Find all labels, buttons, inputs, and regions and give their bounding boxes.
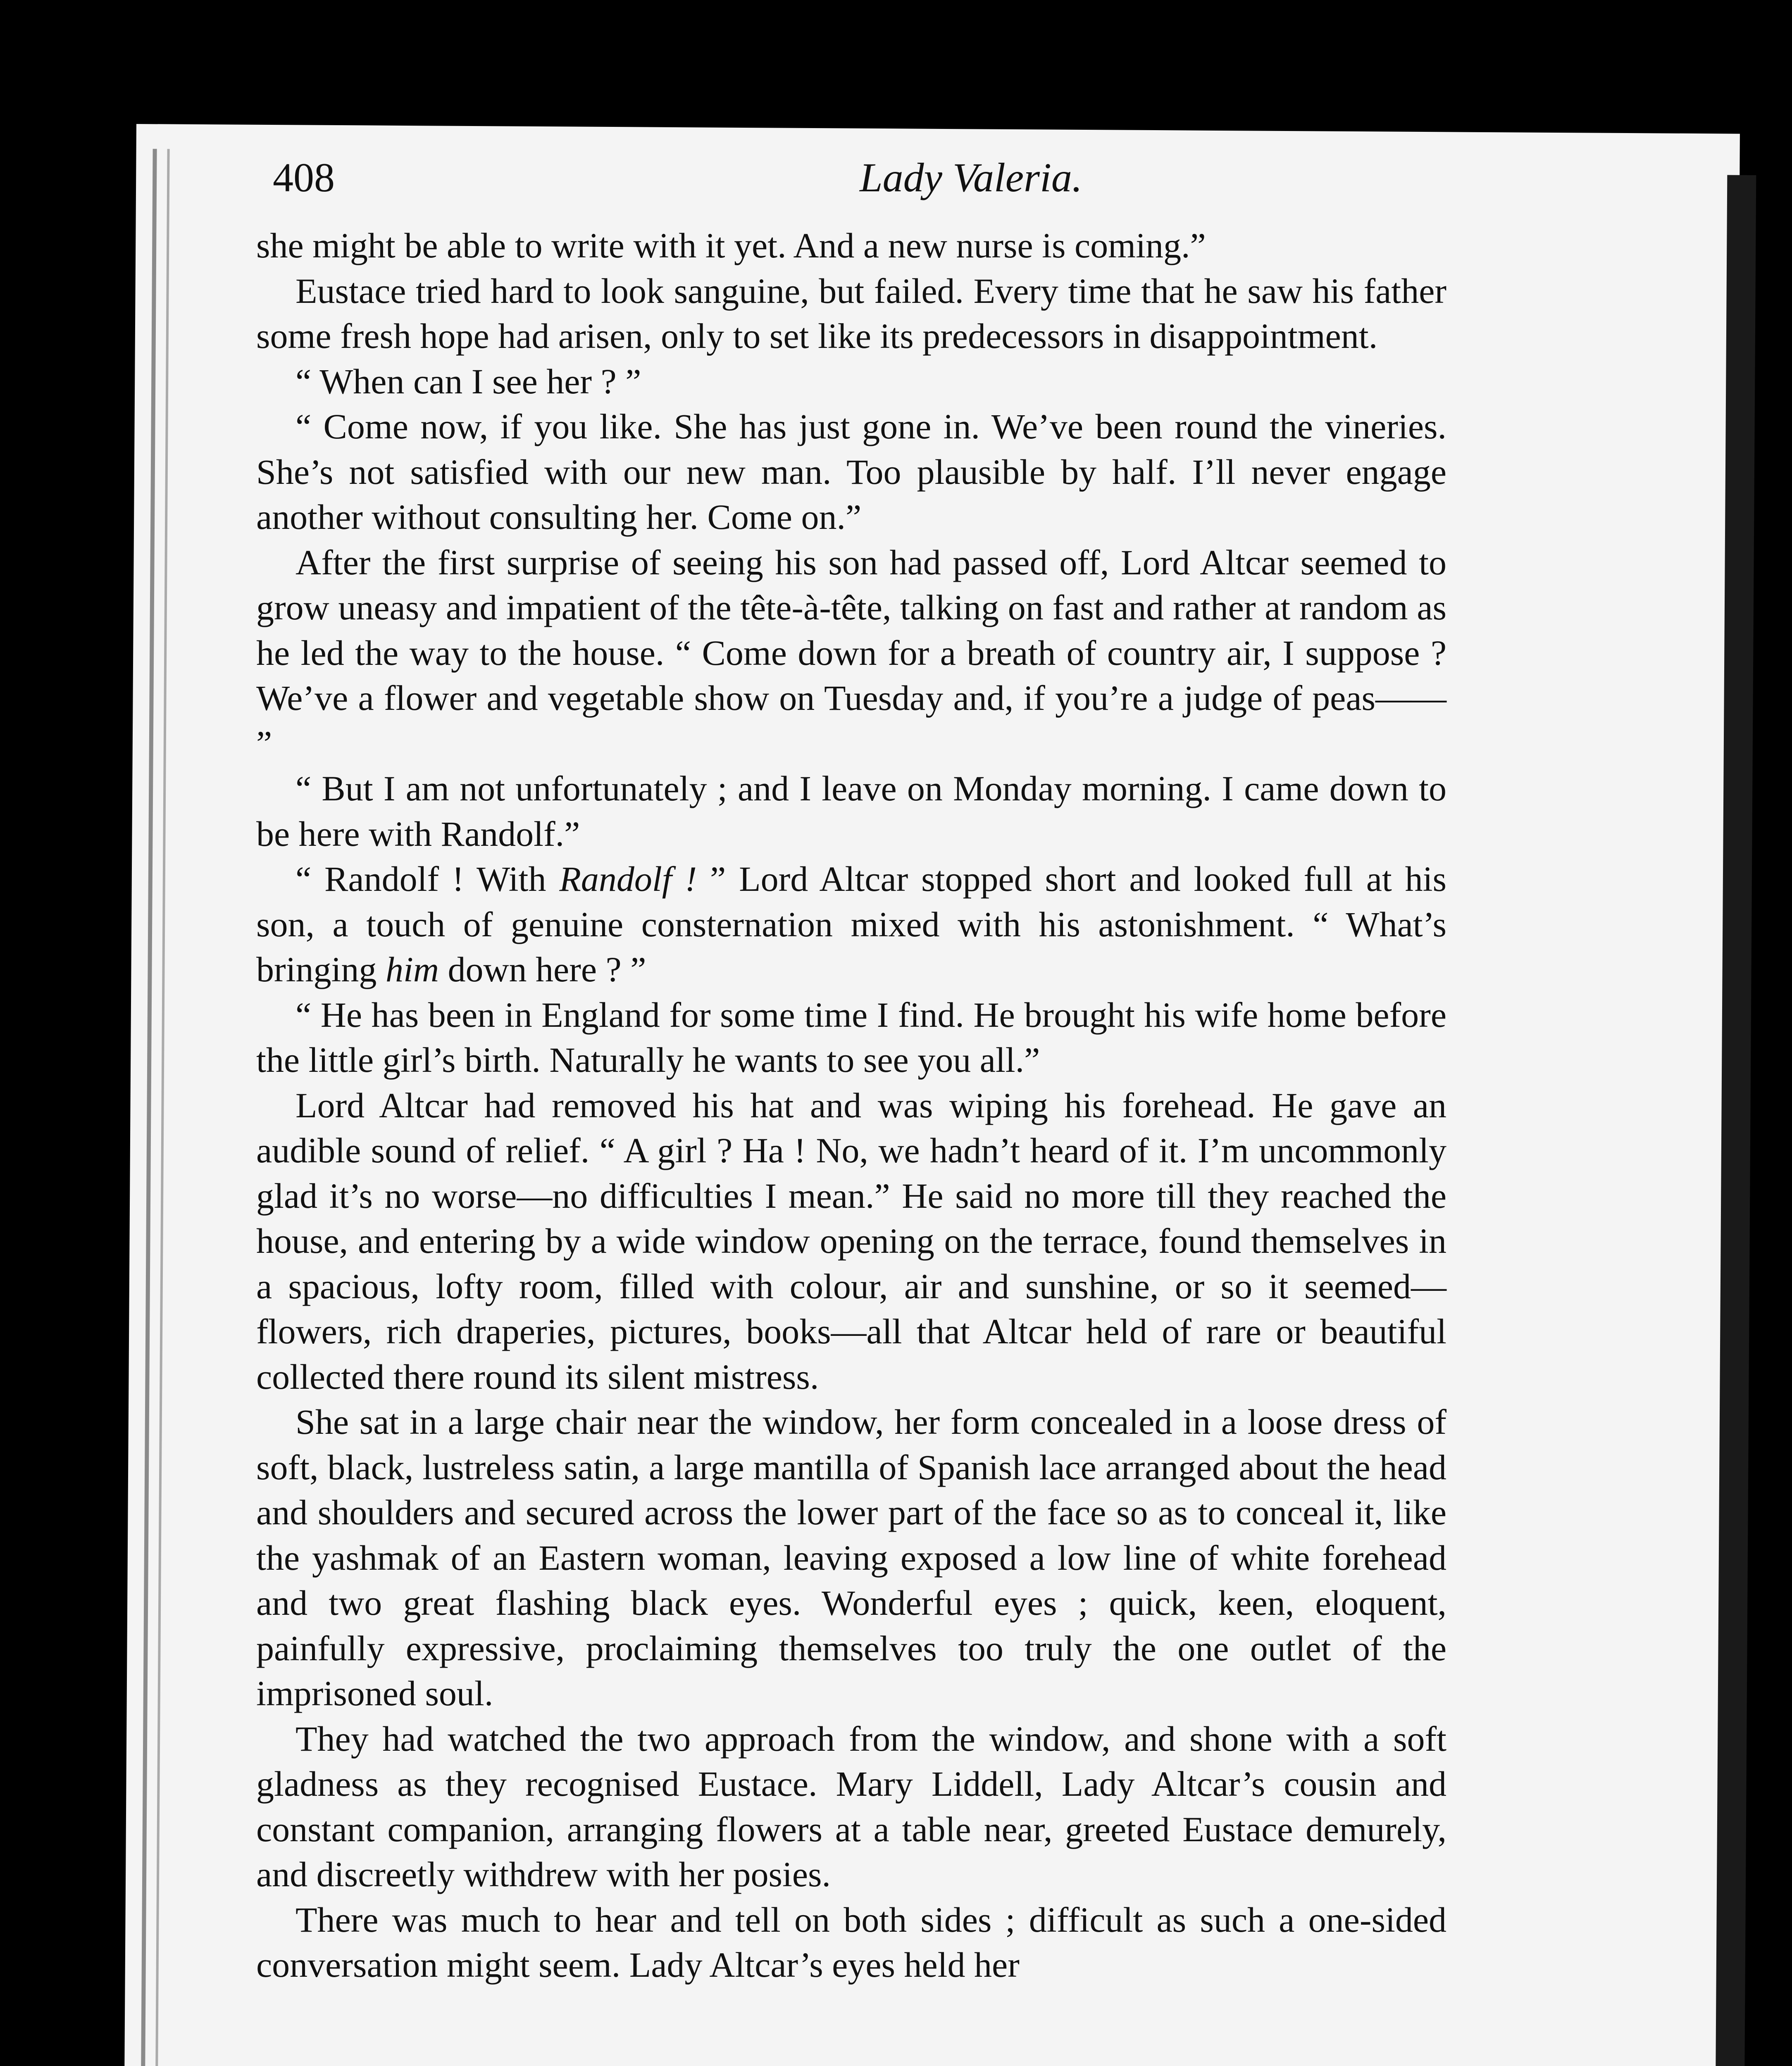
text-run: “ Randolf ! With	[295, 859, 560, 899]
paragraph	[256, 540, 1446, 766]
page-edge-shadow	[1711, 175, 1756, 2066]
paragraph	[256, 1400, 1446, 1716]
paragraph	[256, 404, 1446, 540]
text-run: After the first surprise of seeing his son had passed off, Lord Altcar seemed to grow uneasy and impatient of the tête-à-tête, talking on fast and rather at random as he led the way to the house. “ Come down for a breath of country air, I suppose ? We’ve a flower and vegetable show on Tuesday and, if you’re a judge of peas—— ”	[256, 542, 1446, 763]
page-number: 408	[273, 155, 335, 200]
text-run: Lord Altcar had removed his hat and was wiping his forehead. He gave an audible sound of relief. “ A girl ? Ha ! No, we hadn’t heard of it. I’m uncommonly glad it’s no worse—no difficulties I mean.” He said no more till they reached the house, and entering by a wide window opening on the terrace, found themselves in a spacious, lofty room, filled with colour, air and sunshine, or so it seemed—flowers, rich draperies, pictures, books—all that Altcar held of rare or beautiful collected there round its silent mistress.	[256, 1085, 1446, 1397]
text-run: she might be able to write with it yet. And a new nurse is coming.”	[256, 226, 1206, 265]
text-run: “ Come now, if you like. She has just gone in. We’ve been round the vineries. She’s not satisfied with our new man. Too plausible by half. I’ll never engage another without consulting her. Come on.”	[256, 407, 1446, 537]
body-text	[256, 223, 1446, 1988]
paragraph	[256, 1897, 1446, 1988]
text-run: ” Lord Altcar stopped short and looked full at his son, a touch of genuine consternation mixed with his astonishment. “ What’s bringing	[256, 859, 1446, 989]
running-head	[273, 149, 1554, 215]
paragraph	[256, 993, 1446, 1083]
text-run: Eustace tried hard to look sanguine, but failed. Every time that he saw his father some fresh hope had arisen, only to set like its predecessors in disappointment.	[256, 271, 1446, 356]
text-run: “ But I am not unfortunately ; and I leave on Monday morning. I came down to be here with Randolf.”	[256, 769, 1446, 854]
text-run: There was much to hear and tell on both sides ; difficult as such a one-sided conversation might seem. Lady Altcar’s eyes held her	[256, 1899, 1446, 1985]
italic-run: him	[385, 950, 439, 989]
paragraph	[256, 1716, 1446, 1897]
text-run: “ He has been in England for some time I find. He brought his wife home before the little girl’s birth. Naturally he wants to see you all.”	[256, 995, 1446, 1080]
book-title: Lady Valeria.	[860, 155, 1082, 200]
paragraph	[256, 857, 1446, 993]
paragraph	[256, 359, 1446, 405]
paragraph	[256, 269, 1446, 359]
gutter-line	[137, 149, 157, 2066]
text-run: down here ? ”	[438, 950, 646, 989]
paragraph	[256, 1083, 1446, 1400]
paragraph	[256, 223, 1446, 269]
text-run: “ When can I see her ? ”	[295, 361, 641, 401]
text-run: They had watched the two approach from the window, and shone with a soft gladness as they recognised Eustace. Mary Liddell, Lady Altcar’s cousin and constant companion, arranging flowers at a table near, greeted Eustace demurely, and discreetly withdrew with her posies.	[256, 1718, 1446, 1894]
paragraph	[256, 766, 1446, 857]
text-run: She sat in a large chair near the window, her form concealed in a loose dress of soft, black, lustreless satin, a large mantilla of Spanish lace arranged about the head and shoulders and secured across the lower part of the face so as to conceal it, like the yashmak of an Eastern woman, leaving exposed a low line of white forehead and two great flashing black eyes. Wonderful eyes ; quick, keen, eloquent, painfully expressive, proclaiming themselves too truly the one outlet of the imprisoned soul.	[256, 1402, 1446, 1713]
italic-run: Randolf !	[559, 859, 697, 899]
